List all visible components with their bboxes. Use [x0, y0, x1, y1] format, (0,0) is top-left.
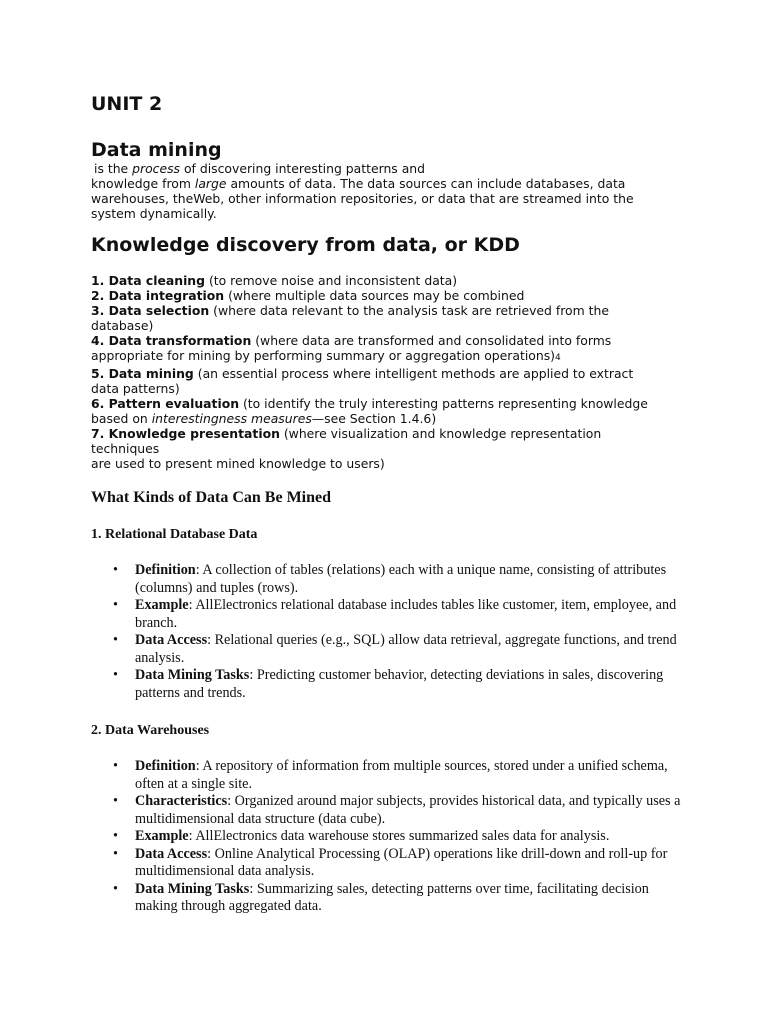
warehouses-list [113, 758, 681, 916]
item-term: Example [135, 828, 189, 844]
step-text: (where visualization and knowledge representation techniques [91, 426, 602, 456]
bullet-icon: • [113, 828, 118, 844]
bullet-icon: • [113, 562, 118, 578]
item-text: : Predicting customer behavior, detecting deviations in sales, discovering patterns and trends. [135, 667, 664, 701]
kdd-steps-list [91, 273, 651, 471]
relational-heading: 1. Relational Database Data [91, 527, 258, 542]
footnote-marker: 4 [555, 353, 561, 363]
text-run: knowledge from [91, 176, 195, 191]
step-label: 6. Pattern evaluation [91, 396, 240, 411]
step-text: (where data are transformed and consolidated into forms appropriate for mining by performing summary or aggregation operations) [91, 333, 612, 363]
step-label: 2. Data integration [91, 288, 225, 303]
text-run: is the [94, 161, 133, 176]
kdd-heading-main: Knowledge discovery from data [91, 234, 431, 256]
step-label: 5. Data mining [91, 366, 194, 381]
item-text: : AllElectronics relational database includes tables like customer, item, employee, and branch. [135, 597, 677, 631]
kdd-step [91, 333, 651, 366]
step-text: are used to present mined knowledge to users) [91, 456, 385, 471]
bullet-icon: • [113, 667, 118, 683]
list-item [113, 846, 681, 881]
bullet-icon: • [113, 793, 118, 809]
step-label: 7. Knowledge presentation [91, 426, 280, 441]
kdd-step [91, 396, 651, 426]
list-item [113, 793, 681, 828]
emphasis: large [194, 176, 227, 191]
bullet-icon: • [113, 880, 118, 897]
item-text: : Organized around major subjects, provides historical data, and typically uses a multidimensional data structure (data cube). [135, 793, 681, 827]
list-item [113, 828, 681, 846]
kinds-heading: What Kinds of Data Can Be Mined [91, 489, 332, 506]
item-text: : Online Analytical Processing (OLAP) operations like drill-down and roll-up for multidimensional data analysis. [135, 845, 668, 879]
bullet-icon: • [113, 597, 118, 613]
kdd-step [91, 366, 651, 396]
definition-line-2 [91, 176, 634, 221]
item-text: : A collection of tables (relations) each with a unique name, consisting of attributes (columns) and tuples (rows). [135, 562, 667, 596]
item-term: Data Mining Tasks [135, 880, 250, 897]
kdd-step [91, 288, 651, 303]
list-item [113, 667, 681, 702]
bullet-icon: • [113, 845, 118, 862]
item-term: Data Access [135, 632, 208, 648]
item-term: Data Access [135, 845, 208, 862]
item-text: : Summarizing sales, detecting patterns over time, facilitating decision making through aggregated data. [135, 880, 649, 914]
kdd-step [91, 303, 651, 333]
item-text: : AllElectronics data warehouse stores summarized sales data for analysis. [188, 828, 610, 844]
step-text: (an essential process where intelligent methods are applied to extract data patterns) [91, 366, 634, 396]
text-run: of discovering interesting patterns and [180, 161, 426, 176]
step-text: —see Section 1.4.6) [311, 411, 437, 426]
step-label: 4. Data transformation [91, 333, 252, 348]
kdd-step [91, 273, 651, 288]
item-text: : A repository of information from multiple sources, stored under a unified schema, often at a single site. [135, 758, 668, 792]
step-text: (where data relevant to the analysis task are retrieved from the database) [91, 303, 609, 333]
kdd-step [91, 426, 651, 471]
text-run: amounts of data. The data sources can include databases, data warehouses, theWeb, other information repositories, or data that are streamed into the system dynamically. [91, 176, 634, 221]
list-item [113, 632, 681, 667]
item-term: Characteristics [135, 793, 228, 809]
list-item [113, 562, 681, 597]
data-mining-definition [91, 161, 681, 221]
item-text: : Relational queries (e.g., SQL) allow data retrieval, aggregate functions, and trend analysis. [135, 632, 677, 666]
item-term: Example [135, 597, 189, 613]
relational-list [113, 562, 681, 702]
bullet-icon: • [113, 632, 118, 648]
list-item [113, 758, 681, 793]
kdd-heading [91, 234, 520, 256]
emphasis: process [132, 161, 181, 176]
list-item [113, 597, 681, 632]
step-label: 3. Data selection [91, 303, 210, 318]
emphasis: interestingness measures [151, 411, 312, 426]
data-mining-heading: Data mining [91, 139, 222, 161]
item-term: Data Mining Tasks [135, 667, 250, 683]
definition-line-1 [91, 161, 681, 176]
unit-title: UNIT 2 [91, 93, 163, 115]
item-term: Definition [135, 562, 196, 578]
warehouses-heading: 2. Data Warehouses [91, 723, 210, 738]
step-text: (to identify the truly interesting patterns representing knowledge based on [91, 396, 648, 426]
kdd-heading-abbr: KDD [473, 234, 520, 256]
list-item [113, 881, 681, 916]
step-text: (to remove noise and inconsistent data) [205, 273, 458, 288]
item-term: Definition [135, 758, 196, 774]
step-label: 1. Data cleaning [91, 273, 206, 288]
kdd-heading-connector: , or [430, 234, 474, 256]
bullet-icon: • [113, 758, 118, 774]
step-text: (where multiple data sources may be combined [224, 288, 525, 303]
